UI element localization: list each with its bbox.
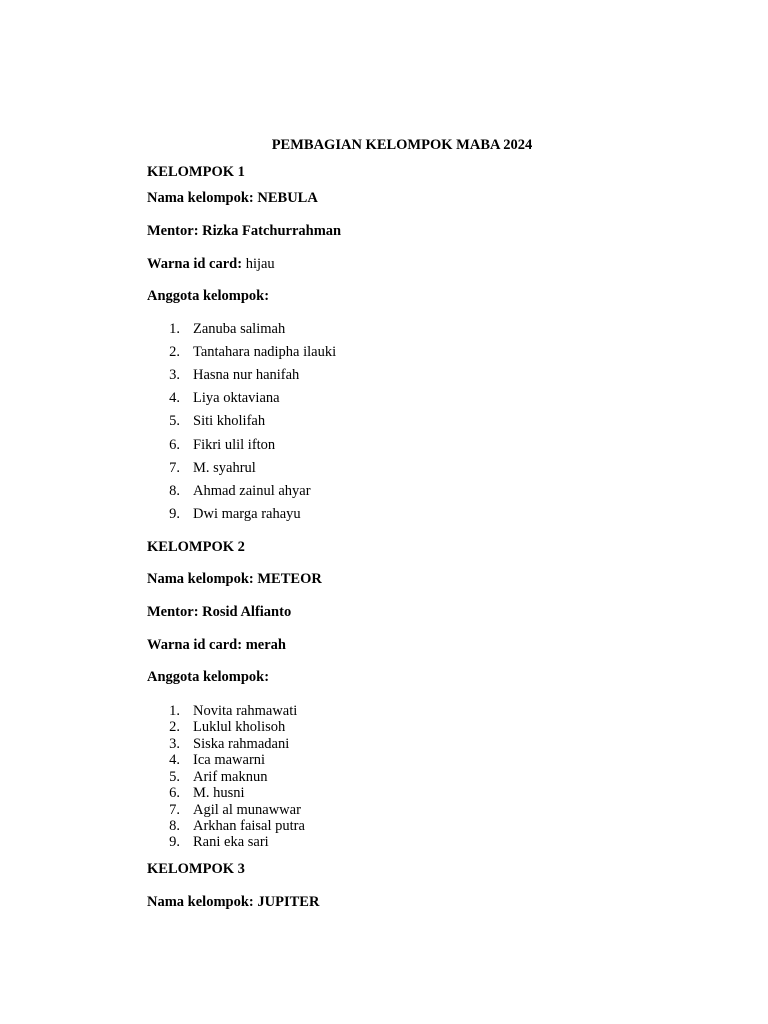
member-name: Hasna nur hanifah bbox=[193, 367, 300, 383]
member-name: Siska rahmadani bbox=[193, 736, 290, 752]
list-number: 8. bbox=[169, 483, 180, 499]
group-1-name-value: NEBULA bbox=[257, 190, 318, 206]
list-number: 7. bbox=[169, 802, 180, 818]
group-1-name-line bbox=[147, 191, 318, 206]
member-name: Siti kholifah bbox=[193, 413, 266, 429]
list-number: 3. bbox=[169, 367, 180, 383]
list-number: 1. bbox=[169, 703, 180, 719]
group-2-idcard-value: merah bbox=[245, 637, 286, 653]
list-number: 8. bbox=[169, 818, 180, 834]
group-1-mentor-label: Mentor: bbox=[147, 223, 199, 239]
member-name: Agil al munawwar bbox=[193, 802, 301, 818]
member-name: Dwi marga rahayu bbox=[193, 506, 301, 522]
group-2-mentor-line bbox=[147, 605, 291, 620]
list-number: 2. bbox=[169, 719, 180, 735]
group-2-name-line bbox=[147, 572, 322, 587]
list-number: 7. bbox=[169, 460, 180, 476]
group-1-idcard-value: hijau bbox=[245, 256, 275, 272]
group-2-mentor-value: Rosid Alfianto bbox=[202, 604, 292, 620]
group-2-idcard-label: Warna id card: bbox=[147, 637, 243, 653]
document-title: PEMBAGIAN KELOMPOK MABA 2024 bbox=[271, 137, 533, 153]
list-number: 4. bbox=[169, 752, 180, 768]
member-name: Ahmad zainul ahyar bbox=[193, 483, 311, 499]
group-1-name-label: Nama kelompok: bbox=[147, 190, 254, 206]
member-name: Tantahara nadipha ilauki bbox=[193, 344, 337, 360]
member-name: M. husni bbox=[193, 785, 245, 801]
group-3-name-label: Nama kelompok: bbox=[147, 894, 254, 910]
list-number: 6. bbox=[169, 785, 180, 801]
group-3-heading: KELOMPOK 3 bbox=[147, 861, 245, 877]
list-number: 3. bbox=[169, 736, 180, 752]
group-3-name-value: JUPITER bbox=[257, 894, 320, 910]
member-name: Novita rahmawati bbox=[193, 703, 298, 719]
group-1-heading: KELOMPOK 1 bbox=[147, 164, 245, 180]
member-name: Rani eka sari bbox=[193, 834, 269, 850]
group-2-name-value: METEOR bbox=[257, 571, 322, 587]
member-name: Ica mawarni bbox=[193, 752, 266, 768]
group-2-idcard-line bbox=[147, 638, 286, 653]
member-name: Fikri ulil ifton bbox=[193, 437, 276, 453]
group-1-mentor-line bbox=[147, 224, 341, 239]
group-2-name-label: Nama kelompok: bbox=[147, 571, 254, 587]
list-number: 9. bbox=[169, 506, 180, 522]
group-1-idcard-line bbox=[147, 257, 275, 272]
member-name: Zanuba salimah bbox=[193, 321, 286, 337]
list-number: 5. bbox=[169, 413, 180, 429]
member-name: Luklul kholisoh bbox=[193, 719, 286, 735]
list-number: 6. bbox=[169, 437, 180, 453]
group-2-mentor-label: Mentor: bbox=[147, 604, 199, 620]
list-number: 9. bbox=[169, 834, 180, 850]
member-name: Liya oktaviana bbox=[193, 390, 280, 406]
group-2-heading: KELOMPOK 2 bbox=[147, 539, 245, 555]
list-number: 1. bbox=[169, 321, 180, 337]
group-1-members-label: Anggota kelompok: bbox=[147, 288, 270, 304]
list-number: 5. bbox=[169, 769, 180, 785]
group-1-idcard-label: Warna id card: bbox=[147, 256, 243, 272]
list-number: 4. bbox=[169, 390, 180, 406]
member-name: Arif maknun bbox=[193, 769, 268, 785]
group-3-name-line bbox=[147, 895, 319, 910]
member-name: Arkhan faisal putra bbox=[193, 818, 305, 834]
member-name: M. syahrul bbox=[193, 460, 256, 476]
list-number: 2. bbox=[169, 344, 180, 360]
group-1-mentor-value: Rizka Fatchurrahman bbox=[202, 223, 342, 239]
group-2-members-label: Anggota kelompok: bbox=[147, 669, 270, 685]
